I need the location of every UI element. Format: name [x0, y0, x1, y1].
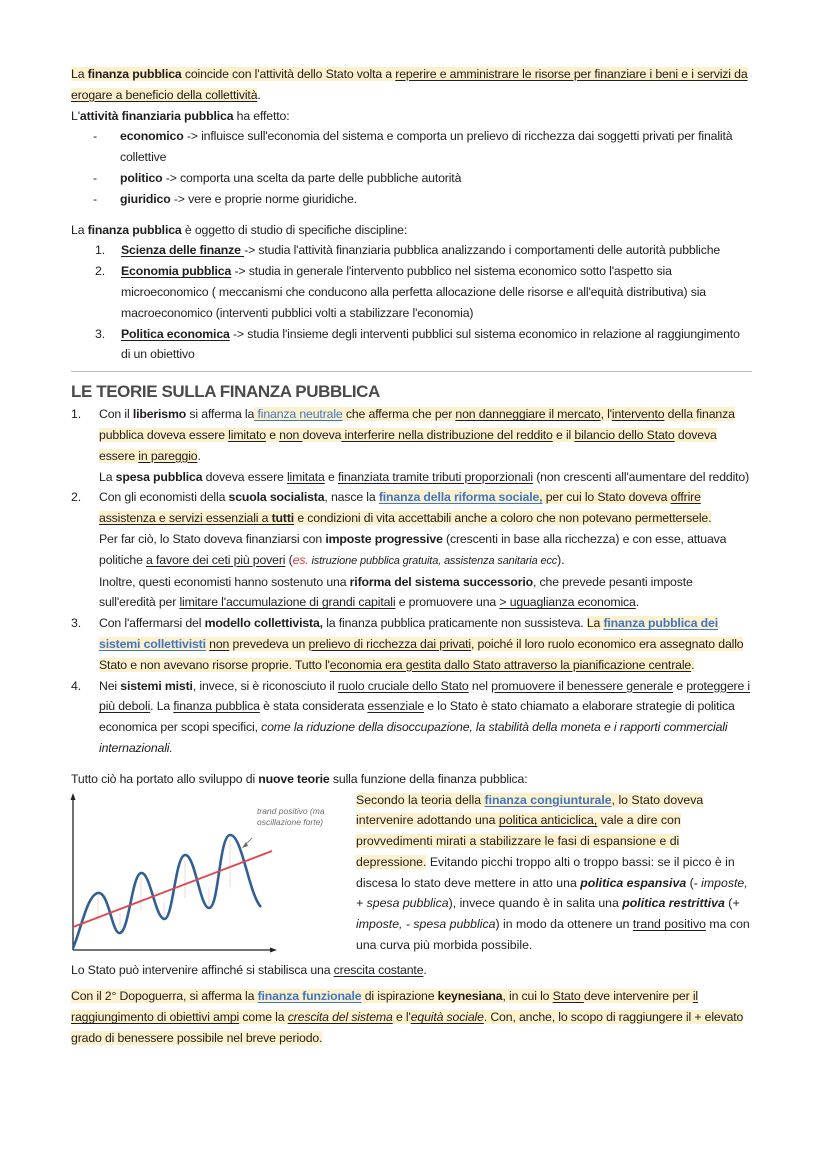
term: keynesiana [437, 989, 503, 1004]
text: Secondo la teoria della [356, 792, 485, 807]
y-axis-arrow-icon [71, 793, 76, 800]
italic-text: come la riduzione della disoccupazione, la stabilità della moneta e i rapporti commerciali internazionali. [99, 720, 728, 755]
funzionale-paragraph [71, 986, 751, 1048]
underlined: non [209, 636, 230, 651]
text: e promuovere una [395, 595, 500, 610]
text: nel [468, 678, 492, 693]
guide-lines [98, 839, 230, 930]
underlined: politica anticiclica, [498, 813, 598, 828]
discipline-item [95, 240, 751, 261]
congiunturale-paragraph [356, 790, 751, 956]
discipline-desc: -> studia in generale l'intervento pubblico nel sistema economico sotto l'aspetto sia microeconomico ( meccanismi che conducono alla perfetta allocazione delle risorse e all'equità distributiva) sia macroeconomico (interventi pubblici volti a stabilizzare l'economia) [121, 264, 706, 320]
text: . [257, 87, 261, 102]
effect-term: giuridico [120, 191, 171, 206]
underlined-italic: crescita del sistema [287, 1010, 393, 1025]
text: , lo Stato doveva intervenire adottando una [356, 792, 704, 828]
text: prevedeva un [229, 636, 309, 651]
effects-intro [71, 106, 751, 127]
effect-term: economico [120, 129, 184, 144]
link-finanza-congiunturale[interactable]: finanza congiunturale [484, 792, 612, 807]
term: scuola socialista [228, 490, 325, 505]
theory-item-collettivista [71, 613, 751, 675]
underlined: non [279, 427, 303, 442]
text: ( [285, 552, 293, 567]
theory-item-liberismo [71, 404, 751, 487]
text: e lo Stato è stato chiamato a elaborare strategie di politica economica per scopi specifici, [99, 699, 735, 735]
underlined: finanziata tramite tributi proporzionali [337, 469, 533, 484]
text: ). [557, 552, 565, 567]
spacer [71, 759, 751, 769]
effect-desc: -> vere e proprie norme giuridiche. [170, 191, 357, 206]
text: e il [552, 427, 575, 442]
term: sistemi misti [120, 678, 193, 693]
underlined: finanza pubblica [173, 699, 260, 714]
text: Con il 2° Dopoguerra, si afferma la [71, 989, 258, 1004]
text: e condizioni di vita accettabili anche a coloro che non potevano permettersele. [294, 511, 712, 526]
text: . [635, 595, 640, 610]
underlined: crescita costante [333, 962, 424, 977]
disciplines-intro [71, 220, 751, 241]
text: Per far ciò, lo Stato doveva finanziarsi con [99, 531, 326, 546]
underlined: ruolo cruciale dello Stato [337, 678, 469, 693]
term-finanza-pubblica: finanza pubblica [87, 222, 182, 237]
list-number: 1. [71, 407, 81, 422]
text: ha effetto: [233, 108, 290, 123]
text: che afferma che per [342, 407, 456, 422]
theories-list [71, 404, 751, 759]
text: coincide con l'attività dello Stato volta a [181, 67, 396, 81]
list-number: 1. [95, 243, 105, 258]
list-number: 4. [71, 678, 81, 693]
link-finanza-neutrale[interactable]: finanza neutrale [254, 407, 343, 422]
underlined: intervento [611, 407, 665, 422]
effects-list [71, 126, 751, 209]
term: liberismo [132, 407, 187, 422]
chart-annotation: trand positivo (ma oscillazione forte) [257, 805, 325, 827]
effect-term: politico [120, 170, 163, 185]
text: ma con una curva più morbida possibile. [356, 917, 750, 953]
underlined: bilancio dello Stato [574, 427, 675, 442]
underlined: trand positivo [632, 917, 706, 932]
text: , poiché il loro ruolo economico era assegnato dallo Stato e non avevano risorse proprie. Tutto l' [99, 636, 744, 672]
theory-item-sistemi-misti [71, 676, 751, 759]
underlined-bold: tutti [271, 511, 295, 526]
example-text: istruzione pubblica gratuita, assistenza sanitaria ecc [308, 554, 558, 567]
list-number: 2. [95, 264, 105, 279]
axes [71, 793, 278, 953]
text: Lo Stato può intervenire affinché si stabilisca una [71, 962, 334, 977]
discipline-item [95, 324, 751, 366]
text: ( [686, 875, 694, 890]
text: la finanza pubblica praticamente non sussisteva. [322, 616, 587, 631]
list-number: 3. [95, 326, 105, 341]
underlined: limitare l'accumulazione di grandi capitali [179, 595, 396, 610]
text: . Con, anche, lo scopo di raggiungere il + elevato grado di benessere possibile nel breve periodo. [71, 1010, 744, 1045]
text: , invece, si è riconosciuto il [192, 678, 338, 693]
underlined: promuovere il benessere generale [491, 678, 673, 693]
term: modello collettivista, [204, 616, 323, 631]
text: doveva essere [202, 469, 287, 484]
text: , che prevede pesanti imposte sull'eredità per [99, 574, 693, 610]
underlined: offrire assistenza e servizi essenziali a [99, 490, 701, 526]
text: ) in modo da ottenere un [495, 917, 633, 932]
intro-paragraph [71, 64, 751, 106]
effect-item [93, 189, 751, 210]
x-axis-arrow-icon [270, 947, 277, 952]
text: La [586, 616, 604, 631]
horizontal-divider [71, 371, 752, 372]
text: vale a dire con provvedimenti mirati a stabilizzare le fasi di espansione e di depressione. [356, 813, 681, 869]
spacer [71, 210, 751, 220]
discipline-term: Politica economica [121, 326, 230, 341]
underlined: prelievo di ricchezza dai privati [308, 636, 472, 651]
discipline-desc: -> studia l'attività finanziaria pubblica analizzando i comportamenti delle autorità pubbliche [244, 243, 721, 258]
underlined: a favore dei ceti più poveri [146, 552, 286, 567]
text: L' [71, 108, 80, 123]
list-number: 3. [71, 616, 81, 631]
trend-line [73, 851, 272, 927]
underlined: Stato [552, 989, 584, 1004]
chart-section [71, 790, 751, 960]
text: . La [150, 699, 174, 714]
text: Tutto ciò ha portato allo sviluppo di [71, 771, 259, 786]
text: si afferma la [186, 407, 255, 422]
text: ( [724, 896, 733, 911]
list-number: 2. [71, 490, 81, 505]
text: , nasce la [324, 490, 379, 505]
text: come la [239, 1010, 288, 1025]
text: Evitando picchi troppo alti o troppo bassi: se il picco è in discesa lo stato deve mettere in atto una [356, 854, 735, 890]
discipline-desc: -> studia l'insieme degli interventi pubblici sul sistema economico in relazione al raggiungimento di un obiettivo [121, 326, 740, 362]
text: e [324, 469, 338, 484]
term-politica-espansiva: politica espansiva [580, 875, 687, 890]
underlined: in pareggio [138, 448, 198, 463]
underlined: proteggere i più deboli [99, 678, 751, 714]
discipline-item [95, 261, 751, 323]
section-heading: LE TEORIE SULLA FINANZA PUBBLICA [71, 382, 380, 402]
text: deve intervenire per [583, 989, 693, 1004]
definition-underlined: reperire e amministrare le risorse per finanziare i beni e i servizi da erogare a beneficio della collettività [71, 67, 748, 102]
text: e l' [392, 1010, 411, 1025]
term: nuove teorie [258, 771, 330, 786]
text: , in cui lo [502, 989, 553, 1004]
text: Con l'affermarsi del [99, 616, 205, 631]
underlined: limitato [228, 427, 266, 442]
example-label: es. [292, 552, 309, 567]
theory-item-socialista [71, 487, 751, 613]
term: spesa pubblica [115, 469, 203, 484]
effect-item [93, 126, 751, 168]
new-theories-intro [71, 769, 751, 790]
text: , l' [600, 407, 612, 422]
text: sulla funzione della finanza pubblica: [329, 771, 528, 786]
underlined: limitata [286, 469, 325, 484]
underlined: > uguaglianza economica [499, 595, 636, 610]
text: Nei [99, 678, 121, 693]
term-finanza-pubblica: finanza pubblica [87, 67, 182, 81]
text: La [99, 469, 116, 484]
crescita-costante-paragraph [71, 960, 751, 981]
text: della finanza pubblica doveva essere [99, 407, 735, 442]
text: per cui lo Stato doveva [542, 490, 671, 505]
text: La [71, 222, 88, 237]
effect-desc: -> comporta una scelta da parte delle pubbliche autorità [162, 170, 462, 185]
link-finanza-riforma-sociale[interactable]: finanza della riforma sociale, [378, 490, 543, 505]
text: è stata considerata [259, 699, 368, 714]
text: (non crescenti all'aumentare del reddito) [532, 469, 750, 484]
disciplines-list [71, 240, 751, 365]
underlined: non danneggiare il mercato [455, 407, 601, 422]
italic-text: + imposte, - spesa pubblica [356, 896, 740, 932]
term-attivita-finanziaria: attività finanziaria pubblica [79, 108, 234, 123]
text: e [672, 678, 687, 693]
text: Inoltre, questi economisti hanno sostenuto una [99, 574, 350, 589]
underlined: economia era gestita dallo Stato attraverso la pianificazione centrale [329, 657, 692, 672]
underlined: interferire nella distribuzione del reddito [341, 427, 553, 442]
text: (crescenti in base alla ricchezza) e con esse, attuava politiche [99, 531, 727, 567]
underlined: essenziale [367, 699, 425, 714]
text: Con il [99, 407, 133, 422]
term: imposte progressive [325, 531, 443, 546]
link-finanza-sistemi-collettivisti[interactable]: finanza pubblica dei sistemi collettivisti [99, 616, 718, 651]
document-page [71, 64, 751, 1049]
term: riforma del sistema successorio [349, 574, 533, 589]
text: La [71, 67, 88, 81]
effect-desc: -> influisce sull'economia del sistema e comporta un prelievo di ricchezza dai soggetti privati per finalità collettive [120, 129, 733, 165]
term-politica-restrittiva: politica restrittiva [622, 896, 725, 911]
discipline-term: Scienza delle finanze [121, 243, 245, 258]
text: è oggetto di studio di specifiche discipline: [181, 222, 408, 237]
text: doveva [302, 427, 342, 442]
link-finanza-funzionale[interactable]: finanza funzionale [257, 989, 362, 1004]
effect-item [93, 168, 751, 189]
text: . [423, 962, 427, 977]
discipline-term: Economia pubblica [121, 264, 232, 279]
text: doveva essere [99, 427, 717, 463]
text: . [197, 448, 201, 463]
text: Con gli economisti della [99, 490, 229, 505]
italic-text: - imposte, + spesa pubblica [356, 875, 748, 911]
underlined-italic: equità sociale [410, 1010, 484, 1025]
text: . [691, 657, 695, 672]
theories-container [71, 404, 751, 759]
business-cycle-chart [67, 790, 352, 960]
underlined: il raggiungimento di obiettivi ampi [71, 989, 698, 1025]
text: di ispirazione [361, 989, 438, 1004]
text: e [265, 427, 280, 442]
text: ), invece quando è in salita una [448, 896, 623, 911]
